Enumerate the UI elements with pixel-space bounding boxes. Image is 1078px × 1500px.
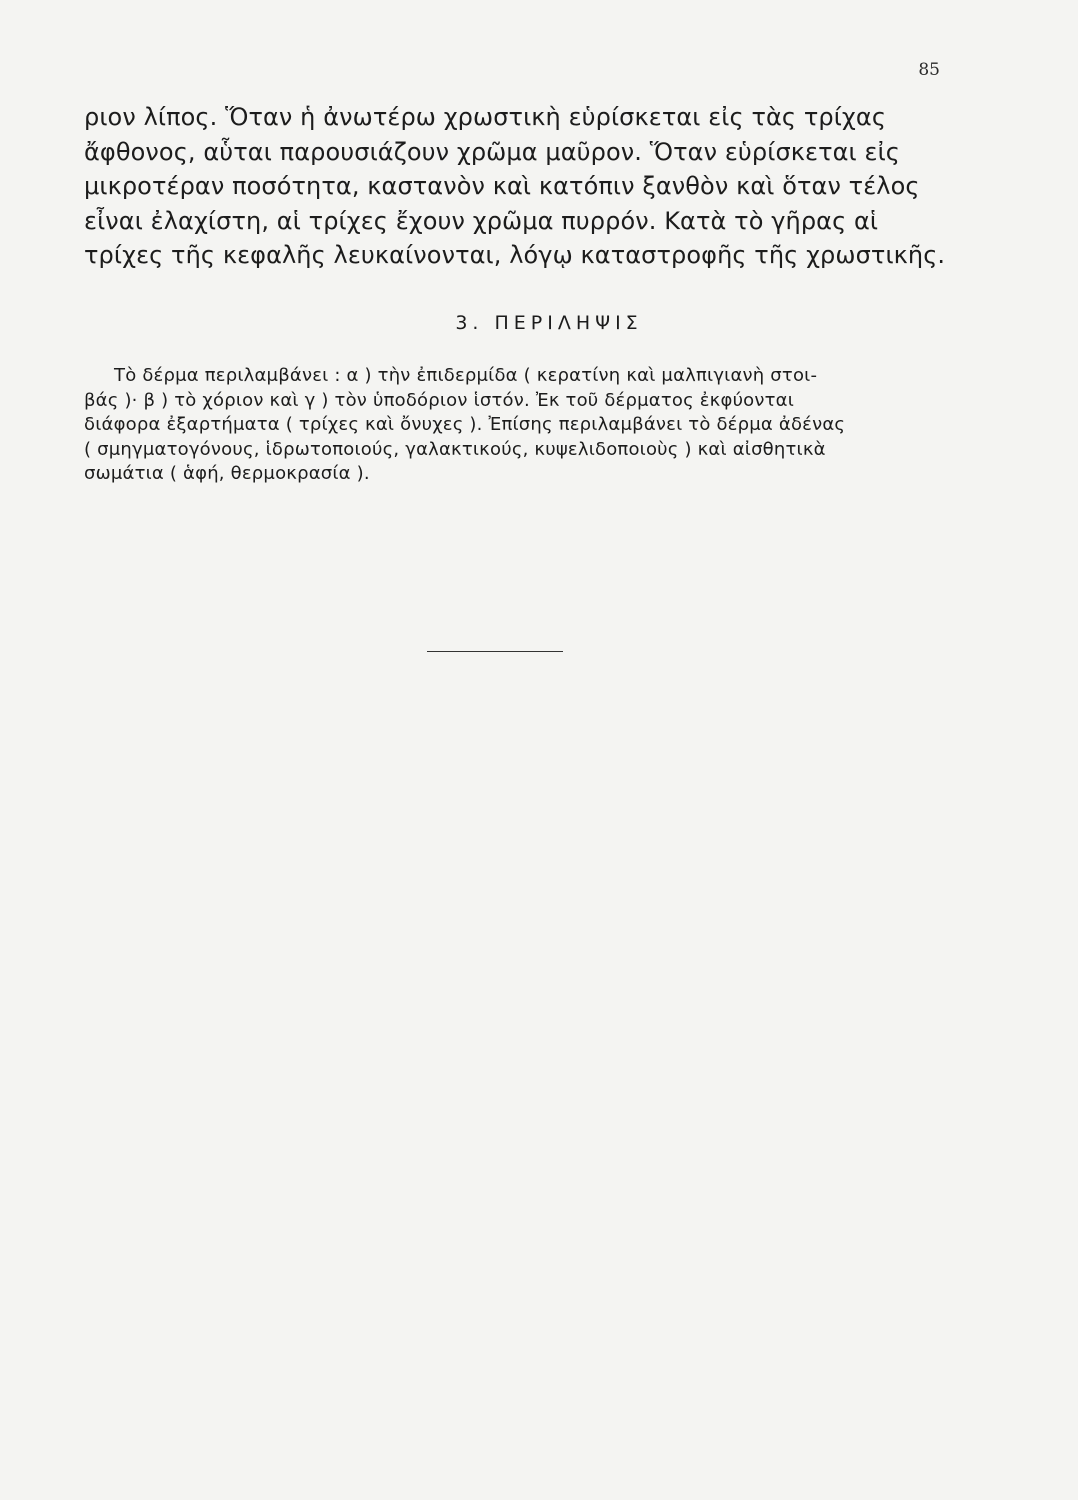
text-line: τρίχες τῆς κεφαλῆς λευκαίνονται, λόγῳ καταστροφῆς τῆς χρωστικῆς. bbox=[84, 241, 946, 269]
section-separator bbox=[427, 651, 563, 652]
body-paragraph bbox=[84, 100, 946, 273]
summary-line: ( σμηγματογόνους, ἱδρωτοποιούς, γαλακτικούς, κυψελιδοποιοὺς ) καὶ αἰσθητικὰ bbox=[84, 438, 826, 460]
summary-line: σωμάτια ( ἁφή, θερμοκρασία ). bbox=[84, 463, 370, 485]
text-line: εἶναι ἐλαχίστη, αἱ τρίχες ἔχουν χρῶμα πυρρόν. Κατὰ τὸ γῆρας αἱ bbox=[84, 206, 879, 235]
text-line: μικροτέραν ποσότητα, καστανὸν καὶ κατόπιν ξανθὸν καὶ ὅταν τέλος bbox=[84, 172, 920, 200]
summary-line: διάφορα ἐξαρτήματα ( τρίχες καὶ ὄνυχες ). Ἐπίσης περιλαμβάνει τὸ δέρμα ἀδένας bbox=[84, 414, 846, 436]
text-line: ἄφθονος, αὗται παρουσιάζουν χρῶμα μαῦρον. Ὅταν εὑρίσκεται εἰς bbox=[84, 137, 900, 166]
section-heading: 3. ΠΕΡΙΛΗΨΙΣ bbox=[455, 312, 643, 334]
summary-line: βάς )· β ) τὸ χόριον καὶ γ ) τὸν ὑποδόριον ἱστόν. Ἐκ τοῦ δέρματος ἐκφύονται bbox=[84, 389, 795, 411]
page-number: 85 bbox=[918, 60, 940, 80]
summary-paragraph bbox=[84, 364, 924, 487]
summary-line: Τὸ δέρμα περιλαμβάνει : α ) τὴν ἐπιδερμίδα ( κερατίνη καὶ μαλπιγιανὴ στοι- bbox=[114, 365, 818, 386]
text-line: ριον λίπος. Ὅταν ἡ ἀνωτέρω χρωστικὴ εὑρίσκεται εἰς τὰς τρίχας bbox=[84, 103, 887, 131]
